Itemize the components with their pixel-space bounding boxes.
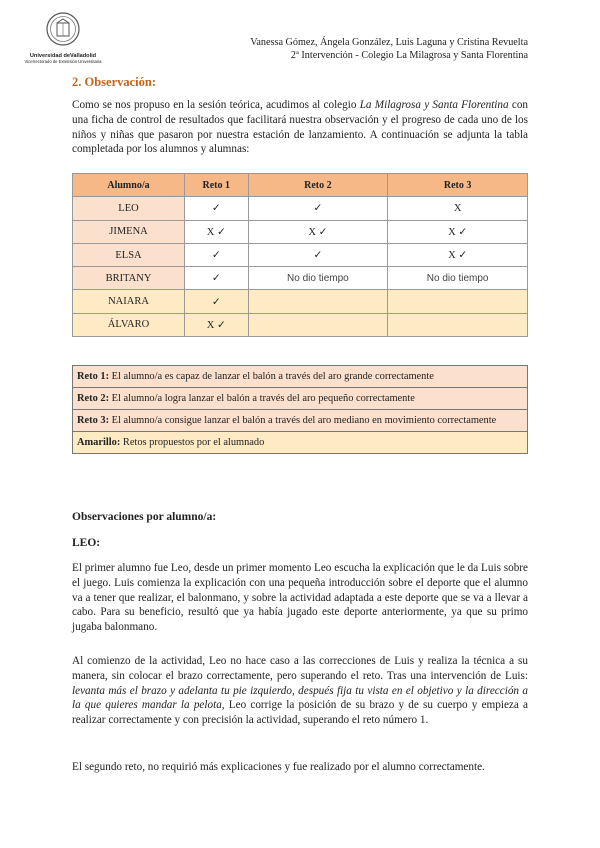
reto-2-result: No dio tiempo [248,267,388,290]
logo-subtitle: Vicerrectorado de Extensión Universitaria [24,59,102,64]
table-row [73,267,528,290]
legend-row [73,366,528,388]
legend-table [72,365,528,454]
legend-term: Reto 3: [77,415,110,426]
student-name: NAIARA [73,290,185,313]
section-title: 2. Observación: [72,75,157,89]
observation-paragraph-1: El primer alumno fue Leo, desde un primer momento Leo escucha la explicación que le da Luis sobre el juego. Luis comienza la explicación con una pequeña introducción sobre el deporte que el alumno va a tener que realizar, el balonmano, y sobre la actividad adaptada a este deporte que se va a llevar a cabo. Para su beneficio, resultó que ya había jugado este deporte anteriormente, ya que su primo jugaba balonmano. [72,562,528,634]
legend-cell [73,410,528,432]
reto-1-result: X ✓ [185,220,249,243]
legend-text: El alumno/a consigue lanzar el balón a través del aro mediano en movimiento correctamente [109,415,497,426]
reto-3-result: X ✓ [388,220,528,243]
reto-1-result: ✓ [185,290,249,313]
results-header-row [73,174,528,197]
reto-2-result [248,290,388,313]
student-heading-leo: LEO: [72,537,101,549]
legend-term: Reto 1: [77,371,110,382]
reto-1-result: ✓ [185,267,249,290]
university-logo [18,12,108,64]
header-reto-1: Reto 1 [185,174,249,197]
observation-paragraph-2 [72,654,528,728]
legend-text: Retos propuestos por el alumnado [120,437,265,448]
reto-3-result [388,313,528,336]
legend-row [73,432,528,454]
table-row [73,290,528,313]
reto-3-result: X ✓ [388,243,528,266]
student-name: ELSA [73,243,185,266]
logo-university-name: Universidad deValladolid [29,53,97,59]
legend-cell [73,432,528,454]
table-row [73,197,528,220]
table-row [73,243,528,266]
legend-text: El alumno/a es capaz de lanzar el balón a través del aro grande correctamente [109,371,434,382]
legend-row [73,410,528,432]
reto-1-result: ✓ [185,243,249,266]
header-student: Alumno/a [73,174,185,197]
page-header [250,37,528,62]
reto-3-result [388,290,528,313]
reto-2-result: X ✓ [248,220,388,243]
p2-text-a: Al comienzo de la actividad, Leo no hace caso a las correcciones de Luis y realiza la técnica a su manera, sin colocar el brazo correctamente, pero superando el reto. Tras una intervención de Luis: [72,655,528,682]
reto-2-result [248,313,388,336]
results-table [72,173,528,337]
legend-term: Reto 2: [77,393,110,404]
header-reto-2: Reto 2 [248,174,388,197]
intro-school-name: La Milagrosa y Santa Florentina [359,99,509,111]
legend-term: Amarillo: [77,437,121,448]
p2-quote: levanta más el brazo y adelanta tu pie izquierdo, después fija tu vista en el objetivo y la dirección a la que quieres mandar la pelota [72,684,528,712]
legend-row [73,388,528,410]
legend-cell [73,366,528,388]
student-name: LEO [73,197,185,220]
table-row [73,313,528,336]
header-intervention: 2ª Intervención - Colegio La Milagrosa y Santa Florentina [290,49,528,61]
reto-1-result: X ✓ [185,313,249,336]
reto-2-result: ✓ [248,197,388,220]
reto-3-result: X [388,197,528,220]
header-authors: Vanessa Gómez, Ángela González, Luis Laguna y Cristina Revuelta [250,37,528,48]
legend-cell [73,388,528,410]
intro-text-b: con una ficha de control de resultados que facilitará nuestra observación y el progreso de cada uno de los niños y niñas que pasaron por nuestra estación de lanzamiento. A continuación se adjunta la tabla completada por los alumnos y alumnas: [72,99,529,156]
reto-3-result: No dio tiempo [388,267,528,290]
legend-text: El alumno/a logra lanzar el balón a través del aro pequeño correctamente [109,393,415,404]
header-reto-3: Reto 3 [388,174,528,197]
student-name: BRITANY [73,267,185,290]
observation-paragraph-3: El segundo reto, no requirió más explicaciones y fue realizado por el alumno correctamente. [72,761,485,773]
reto-2-result: ✓ [248,243,388,266]
intro-paragraph [72,98,528,157]
student-name: JIMENA [73,220,185,243]
table-row [73,220,528,243]
university-seal-icon [46,12,80,46]
student-name: ÁLVARO [73,313,185,336]
reto-1-result: ✓ [185,197,249,220]
observations-heading: Observaciones por alumno/a: [72,511,217,523]
p2-text-b: , Leo corrige la posición de su brazo y de su cuerpo y empieza a realizar correctamente y con precisión la actividad, superando el reto número 1. [72,699,528,727]
intro-text-a: Como se nos propuso en la sesión teórica, acudimos al colegio [72,99,360,111]
